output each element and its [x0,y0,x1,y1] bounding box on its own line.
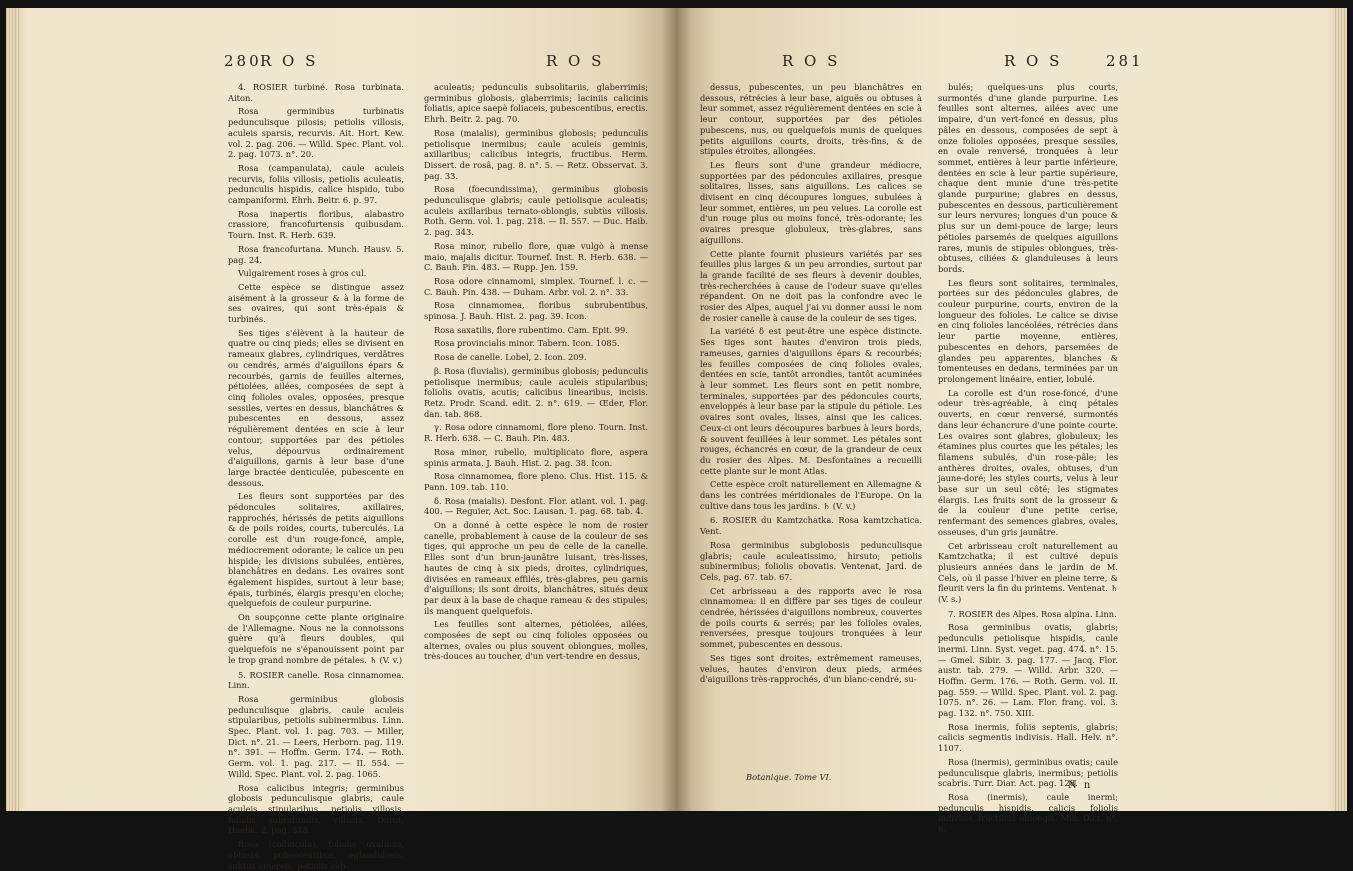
paragraph: Rosa (inermis), caule inermi; pedunculis hispidis, calicis foliolis indivisis, fructibus oblongis. Mill. Dict. n°. 6. [938,792,1118,835]
paragraph: Rosa germinibus ovatis, glabris; pedunculis petiolisque hispidis, caule inermi. Linn. Syst. veget. pag. 474. n°. 15. — Gmel. Sibir. 3. pag. 177. — Jacq. Flor. austr. tab. 279. — Willd. Arbr. 320. — Hoffm. Germ. 176. — Roth. Germ. vol. II. pag. 559. — Willd. Spec. Plant. vol. 2. pag. 1075. n°. 26. — Lam. Flor. franç. vol. 3. pag. 132. n°. 750. XIII. [938,622,1118,719]
entry-heading: 5. ROSIER canelle. Rosa cinnamomea. Linn. [228,669,404,691]
paragraph: Ses tiges sont droites, extrêmement rameuses, velues, hautes d'environ deux pieds, armées d'aiguillons très-rapprochés, d'un blanc-cendré, su- [700,652,922,685]
paragraph: Cette espèce se distingue assez aisément à la grosseur & à la forme de ses ovaires, qui sont très-épais & turbinés. [228,281,404,325]
paragraph: Rosa (foecundissima), germinibus globosis pedunculisque glabris; caule petiolisque aculeatis; aculeis axillaribus ternato-oblongis, subtùs villosis. Roth. Germ. vol. 1. pag. 218. — II. 557. — Duc. Haib. 2. pag. 343. [424,184,648,238]
paragraph: Rosa minor, rubello, multiplicato flore, aspera spinis armata. J. Bauh. Hist. 2. pag. 38. Icon. [424,446,648,468]
page-number-right: 281 [1106,52,1144,70]
paragraph: Les fleurs sont solitaires, terminales, portées sur des pédoncules glabres, de couleur purpurine, courts, environ de la longueur des folioles. Le calice se divise en cinq folioles lancéolées, rétrécies dans leur partie moyenne, entières, pubescentes en dehors, parsemées de glandes peu apparentes, blanches & tomenteuses en dedans, terminées par un prolongement linéaire, entier, lobulé. [938,277,1118,384]
running-head-left-col1: R O S [260,52,319,70]
paragraph: Rosa calicibus integris; germinibus globosis pedunculisque glabris, caule aculeis stipularibus, petiolis villosis, foliolis subrotundis, villosis. Durot, Haebk. 2. pag. 348. [228,782,404,836]
paragraph: On soupçonne cette plante originaire de l'Allemagne. Nous ne la connoissons guère qu'à fleurs doubles, qui quelquefois ne s'épanouissent point par le trop grand nombre de pétales. ♄ (V. v.) [228,612,404,665]
paragraph: Rosa germinibus turbinatis pedunculisque pilosis; petiolis villosis, aculeis sparsis, recurvis. Ait. Hort. Kew. vol. 2. pag. 206. — Willd. Spec. Plant. vol. 2. pag. 1073. n°. 20. [228,106,404,160]
paragraph: La corolle est d'un rose-foncé, d'une odeur très-agréable, à cinq pétales ouverts, en cœur renversé, surmontés dans leur échancrure d'une pointe courte. Les ovaires sont glabres, globuleux; les étamines plus courtes que les pétales; les filamens subulés, d'un rose-pâle; les anthères droites, ovales, obtuses, d'un jaune-doré; les styles courts, velus à leur base sur un seul côté; les stigmates élargis. Les fruits sont de la grosseur & de la couleur d'une petite cerise, renfermant des semences glabres, ovales, osseuses, d'un gris jaunâtre. [938,387,1118,537]
paragraph: Rosa cinnamomea, floribus subrubentibus, spinosa. J. Bauh. Hist. 2. pag. 39. Icon. [424,300,648,322]
paragraph: Rosa germinibus globosis pedunculisque glabris, caule aculeis stipularibus, petiolis subinermibus. Linn. Spec. Plant. vol. 1. pag. 703. — Miller, Dict. n°. 21. — Leers, Herborn. pag. 119. n°. 391. — Hoffm. Germ. 174. — Roth. Germ. vol. 1. pag. 217. — II. 554. — Willd. Spec. Plant. vol. 2. pag. 1065. [228,693,404,779]
page-number-left: 280 [224,52,262,70]
paragraph: γ. Rosa odore cinnamomi, flore pleno. Tourn. Inst. R. Herb. 638. — C. Bauh. Pin. 483. [424,422,648,444]
right-column-2 [938,82,1118,835]
running-head-right-col2: R O S [1004,52,1063,70]
paragraph: Rosa (inermis), germinibus ovatis; caule pedunculisque glabris, inermibus; petiolis scabris. Turr. Diar. Act. pag. 128. [938,756,1118,789]
left-page [6,8,676,871]
paragraph: Cet arbrisseau a des rapports avec le rosa cinnamomea: il en diffère par ses tiges de couleur cendrée, hérissées d'aiguillons nombreux, couvertes de poils courts & serrés; par les folioles ovales, renversées, presque toujours tronquées à leur sommet, pubescentes en dessous. [700,585,922,650]
entry-heading: 6. ROSIER du Kamtzchatka. Rosa kamtzchatica. Vent. [700,515,922,537]
paragraph: Rosa (campanulata), caule aculeis recurvis, foliis villosis, petiolis aculeatis, pedunculis hispidis, calice hispido, tubo campaniformi. Ehrh. Beitr. 6. p. 97. [228,162,404,206]
paragraph: Rosa odore cinnamomi, simplex. Tournef. l. c. — C. Bauh. Pin. 438. — Duham. Arbr. vol. 2. n°. 33. [424,275,648,297]
right-column-1 [700,82,922,772]
paragraph: Les fleurs sont supportées par des pédoncules solitaires, axillaires, rapprochés, hérissés de petits aiguillons & de poils roides, courts, tuberculés. La corolle est d'un rouge-foncé, ample, médiocrement odorante; le calice un peu hispide; les divisions subulées, entières, blanchâtres en dedans. Les ovaires sont également hispides, surtout à leur base; épais, turbinés, élargis presqu'en cloche; quelquefois de couleur purpurine. [228,491,404,609]
paragraph: bulés; quelques-uns plus courts, surmontés d'une glande purpurine. Les feuilles sont alternes, ailées avec une impaire, d'un vert-foncé en dessus, plus pâles en dessous, composées de sept à onze folioles opposées, presque sessiles, en ovale renversé, tronquées à leur sommet, entières à leur partie inférieure, dentées en scie à leur partie supérieure, chaque dent munie d'une très-petite glande purpurine; glabres en dessus, pubescentes en dessous, particulièrement sur leurs nervures; longues d'un pouce & plus sur un demi-pouce de large; leurs pétioles parsemés de quelques aiguillons rares, munis de stipules oblongues, très-obtuses, ciliées & glanduleuses à leurs bords. [938,82,1118,274]
page-edges-left [6,8,20,811]
paragraph: Rosa (maialis), germinibus globosis; pedunculis petiolisque inermibus; caule aculeis geminis, axillaribus; calicibus integris, fructibus. Herm. Dissert. de rosâ, pag. 8. n°. 5. — Retz. Obsservat. 3. pag. 33. [424,127,648,181]
paragraph: Cet arbrisseau croît naturellement au Kamtzchatka; il est cultivé depuis plusieurs années dans le jardin de M. Cels, où il passe l'hiver en pleine terre, & fleurit vers la fin du printems. Ventenat. ♄ (V. s.) [938,540,1118,605]
paragraph: Rosa inermis, foliis septenis, glabris; calicis segmentis indivisis. Hall. Helv. n°. 1107. [938,721,1118,754]
paragraph: Ses tiges s'élèvent à la hauteur de quatre ou cinq pieds; elles se divisent en rameaux glabres, cylindriques, verdâtres ou cendrés, armés d'aiguillons épars & recourbés, garnis de feuilles alternes, pétiolées, ailées, composées de sept à cinq folioles ovales, opposées, presque sessiles, vertes en dessus, blanchâtres & pubescentes en dessous, assez régulièrement dentées en scie à leur contour, supportées par des pétioles velus, dépourvus ordinairement d'aiguillons, garnis à leur base d'une large bractée denticulée, pubescente en dessous. [228,327,404,488]
left-column-1 [228,82,404,871]
page-edges-right [1333,8,1347,811]
paragraph: Rosa cinnamomea, flore pleno. Clus. Hist. 115. & Pann. 109. tab. 110. [424,471,648,492]
paragraph: Cette plante fournit plusieurs variétés par ses feuilles plus larges & un peu arrondies, surtout par la grande facilité de ses fleurs à devenir doubles, très-recherchées à cause de l'odeur suave qu'elles répandent. On ne doit pas la confondre avec le rosier des Alpes, auquel j'ai vu donner aussi le nom de rosier canelle à cause de la couleur de ses tiges. [700,248,922,323]
open-book [6,8,1347,871]
running-head-left-col2: R O S [546,52,605,70]
paragraph: Rosa de canelle. Lobel, 2. Icon. 209. [434,352,587,363]
paragraph: δ. Rosa (maialis). Desfont. Flor. atlant. vol. 1. pag. 400. — Reguier, Act. Soc. Lausan. 1. pag. 68. tab. 4. [424,495,648,517]
running-head-right-col1: R O S [782,52,841,70]
paragraph: Les feuilles sont alternes, pétiolées, ailées, composées de sept ou cinq folioles opposées ou alternes, ovales ou plus souvent oblongues, molles, très-douces au toucher, d'un vert-tendre en dessus, [424,619,648,662]
paragraph: 4. ROSIER turbiné. Rosa turbinata. Aiton. [228,82,404,103]
paragraph: β. Rosa (fluvialis), germinibus globosis; pedunculis petiolisque inermibus; caule aculeis stipularibus; foliolis ovatis, acutis; calicibus linearibus, incisis. Retz. Prodr. Scand. edit. 2. n°. 619. — Œder, Flor. dan. tab. 868. [424,365,648,419]
entry-heading: 7. ROSIER des Alpes. Rosa alpina. Linn. [948,608,1117,619]
paragraph: Les fleurs sont d'une grandeur médiocre, supportées par des pédoncules axillaires, presque solitaires, lisses, sans aiguillons. Les calices se divisent en cinq découpures longues, subulées à leur sommet, entières, un peu velues. La corolle est d'un rouge plus ou moins foncé, très-odorante; les ovaires presque globuleux, très-glabres, sans aiguillons. [700,159,922,245]
paragraph: Rosa inapertis floribus, alabastro crassiore, francofurtensis quibusdam. Tourn. Inst. R. Herb. 639. [228,208,404,241]
right-page [676,8,1347,835]
paragraph: Rosa germinibus subglobosis pedunculisque glabris; caule aculeatissimo, hirsuto; petiolis subinermibus; foliolis obovatis. Ventenat, Jard. de Cels, pag. 67. tab. 67. [700,539,922,582]
paragraph: dessus, pubescentes, un peu blanchâtres en dessous, rétrécies à leur base, aiguës ou obtuses à leur sommet, assez régulièrement dentées en scie à leur contour, supportées par des pétioles pubescens, nus, ou quelquefois munis de quelques petits aiguillons courts, droits, très-fins, & de stipules étroites, allongées. [700,82,922,157]
paragraph: Cette espèce croît naturellement en Allemagne & dans les contrées méridionales de l'Europe. On la cultive dans tous les jardins. ♄ (V. v.) [700,479,922,511]
paragraph: Rosa minor, rubello flore, quæ vulgò à mense maio, majalis dicitur. Tournef. Inst. R. Herb. 638. — C. Bauh. Pin. 483. — Rupp. Jen. 159. [424,240,648,273]
paragraph: Rosa (collincola), foliolis ovalibus, obtusis, pubescentibus, eglandulosis, subtus cinereis; petiolis sub- [228,839,404,871]
paragraph: La variété δ est peut-être une espèce distincte. Ses tiges sont hautes d'environ trois pieds, rameuses, garnies d'aiguillons épars & recourbés; les feuilles composées de cinq folioles ovales, dentées en scie, tantôt arrondies, tantôt acuminées à leur sommet. Les fleurs sont en petit nombre, terminales, supportées par des pédoncules courts, enveloppés à leur base par la stipule du pétiole. Les ovaires sont ovales, lisses, ainsi que les calices. Ceux-ci ont leurs découpures barbues à leurs bords, & souvent feuillées à leur sommet. Les pétales sont rouges, échancrés en cœur, de la grandeur de ceux du rosier des Alpes. M. Desfontaines a recueilli cette plante sur le mont Atlas. [700,326,922,476]
paragraph: aculeatis; pedunculis subsolitariis, glaberrimis; germinibus globosis, glaberrimis; laciniis calicinis foliatis, apice saepè foliaceis, pubescentibus, erectis. Ehrh. Beitr. 2. pag. 70. [424,82,648,125]
paragraph: Vulgairement roses à gros cul. [238,268,367,279]
paragraph: Rosa francofurtana. Munch. Hausv. 5. pag. 24. [228,243,404,265]
left-column-2 [424,82,648,802]
paragraph: Rosa provincialis minor. Tabern. Icon. 1085. [434,338,620,349]
page-footer: Botanique. Tome VI. [746,772,832,782]
paragraph: On a donné à cette espèce le nom de rosier canelle, probablement à cause de la couleur de ses tiges, qui approche un peu de celle de la canelle. Elles sont d'un brun-jaunâtre luisant, très-lisses, hautes de cinq à six pieds, droites, cylindriques, divisées en rameaux effilés, très-glabres, peu garnis d'aiguillons; ils sont droits, blanchâtres, situés deux par deux à la base de chaque rameau & des stipules; ils manquent quelquefois. [424,520,648,616]
paragraph: Rosa saxatilis, flore rubentimo. Cam. Epit. 99. [434,324,628,335]
signature-mark: N n [1068,780,1093,791]
